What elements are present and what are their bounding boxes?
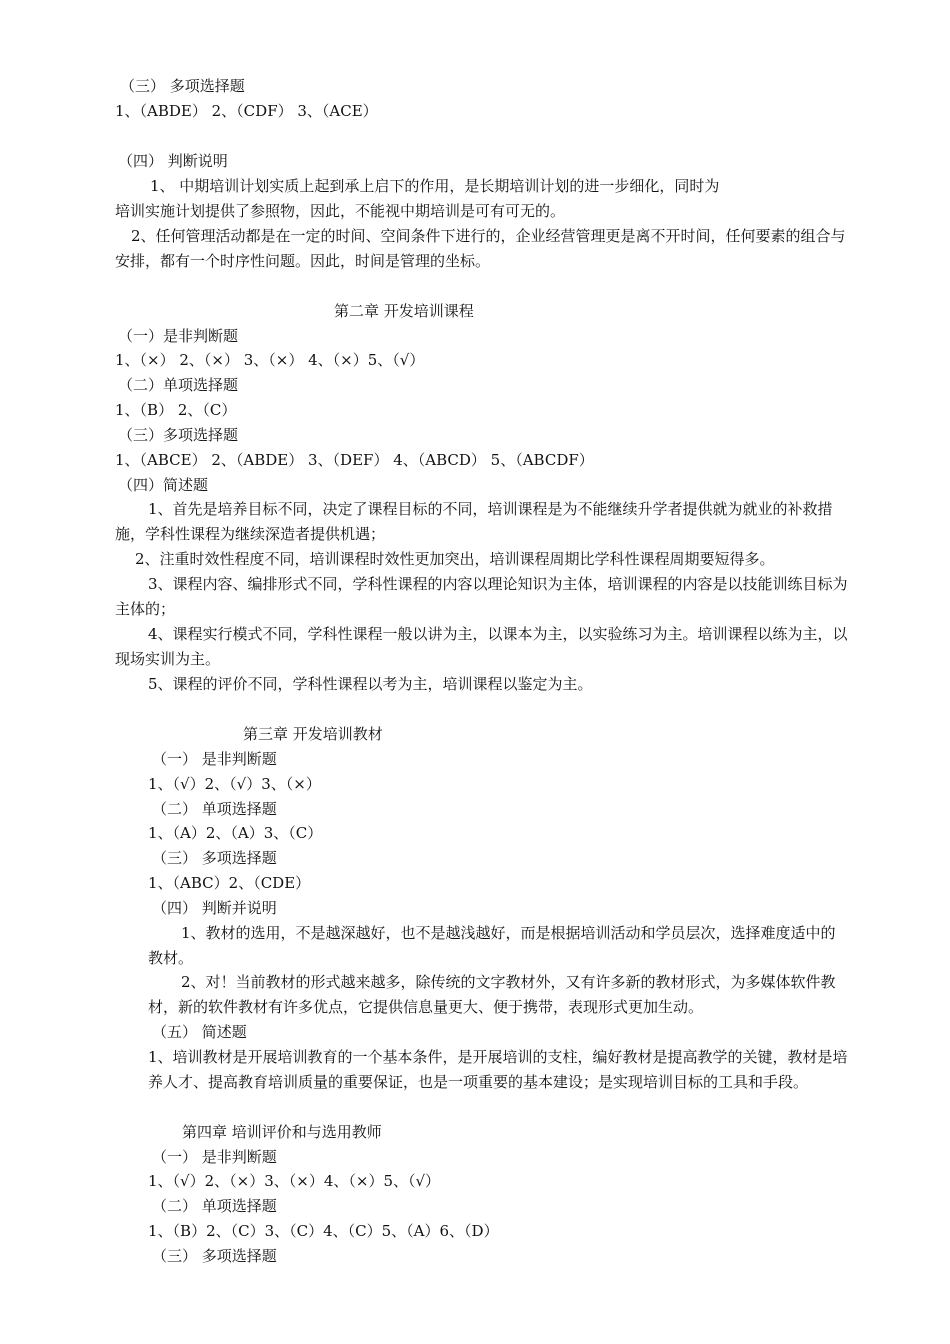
ch2-p5: 5、课程的评价不同，学科性课程以考为主，培训课程以鉴定为主。	[148, 675, 593, 693]
ch4-s1-answers: 1、（√）2、（×）3、（×）4、（×）5、（√）	[148, 1172, 441, 1190]
ch2-s4-heading: （四）简述题	[118, 476, 209, 494]
ch3-s2-answers: 1、（A）2、（A）3、（C）	[148, 824, 323, 842]
ch3-p2: 2、对！当前教材的形式越来越多，除传统的文字教材外，又有许多新的教材形式，为多媒体软件教材，新的软件教材有许多优点，它提供信息量更大、便于携带，表现形式更加生动。	[148, 973, 836, 1016]
ch3-s1-heading: （一） 是非判断题	[152, 750, 277, 768]
ch2-p4: 4、课程实行模式不同，学科性课程一般以讲为主，以课本为主，以实验练习为主。培训课程以练为主，以现场实训为主。	[115, 625, 848, 668]
ch1-s4-p1-line2: 培训实施计划提供了参照物，因此，不能视中期培训是可有可无的。	[115, 202, 566, 220]
ch1-s4-p1-line1: 1、 中期培训计划实质上起到承上启下的作用，是长期培训计划的进一步细化，同时为	[150, 177, 720, 195]
ch1-s3-answers: 1、（ABDE） 2、（CDF） 3、（ACE）	[115, 102, 378, 120]
ch2-p2: 2、注重时效性程度不同，培训课程时效性更加突出，培训课程周期比学科性课程周期要短得多。	[135, 550, 775, 568]
ch3-s4-heading: （四） 判断并说明	[152, 899, 277, 917]
ch1-s4-p2: 2、任何管理活动都是在一定的时间、空间条件下进行的，企业经营管理更是离不开时间，任何要素的组合与安排，都有一个时序性问题。因此，时间是管理的坐标。	[115, 227, 846, 270]
ch2-s1-heading: （一）是非判断题	[118, 327, 239, 345]
ch4-s2-heading: （二） 单项选择题	[152, 1197, 277, 1215]
ch3-p3: 1、培训教材是开展培训教育的一个基本条件，是开展培训的支柱，编好教材是提高教学的关键，教材是培养人才、提高教育培训质量的重要保证，也是一项重要的基本建设；是实现培训目标的工具和手段。	[148, 1048, 848, 1091]
ch2-s2-heading: （二）单项选择题	[118, 376, 239, 394]
ch3-s1-answers: 1、（√）2、（√）3、（×）	[148, 775, 321, 793]
ch1-s3-heading: （三） 多项选择题	[120, 77, 245, 95]
ch2-s2-answers: 1、（B） 2、（C）	[115, 401, 237, 419]
ch2-p3: 3、课程内容、编排形式不同，学科性课程的内容以理论知识为主体，培训课程的内容是以技能训练目标为主体的；	[115, 575, 848, 618]
ch2-s3-answers: 1、（ABCE） 2、（ABDE） 3、（DEF） 4、（ABCD） 5、（ABCDF）	[115, 451, 594, 469]
ch3-p1: 1、教材的选用，不是越深越好，也不是越浅越好，而是根据培训活动和学员层次，选择难度适中的教材。	[148, 924, 836, 967]
ch4-s2-answers: 1、（B）2、（C）3、（C）4、（C）5、（A）6、（D）	[148, 1222, 499, 1240]
ch4-s3-heading: （三） 多项选择题	[152, 1247, 277, 1265]
ch2-s3-heading: （三）多项选择题	[118, 426, 239, 444]
ch3-s3-answers: 1、（ABC）2、（CDE）	[148, 874, 311, 892]
ch3-s5-heading: （五） 简述题	[152, 1023, 247, 1041]
ch2-s1-answers: 1、（×） 2、（×） 3、（×） 4、（×）5、（√）	[115, 351, 425, 369]
ch4-s1-heading: （一） 是非判断题	[152, 1148, 277, 1166]
ch3-s3-heading: （三） 多项选择题	[152, 849, 277, 867]
ch3-s2-heading: （二） 单项选择题	[152, 800, 277, 818]
ch4-title: 第四章 培训评价和与选用教师	[182, 1123, 382, 1141]
ch2-p1: 1、首先是培养目标不同，决定了课程目标的不同，培训课程是为不能继续升学者提供就为就业的补救措施，学科性课程为继续深造者提供机遇；	[115, 500, 833, 543]
ch2-title: 第二章 开发培训课程	[334, 302, 474, 320]
ch1-s4-heading: （四） 判断说明	[118, 152, 228, 170]
ch3-title: 第三章 开发培训教材	[243, 725, 383, 743]
